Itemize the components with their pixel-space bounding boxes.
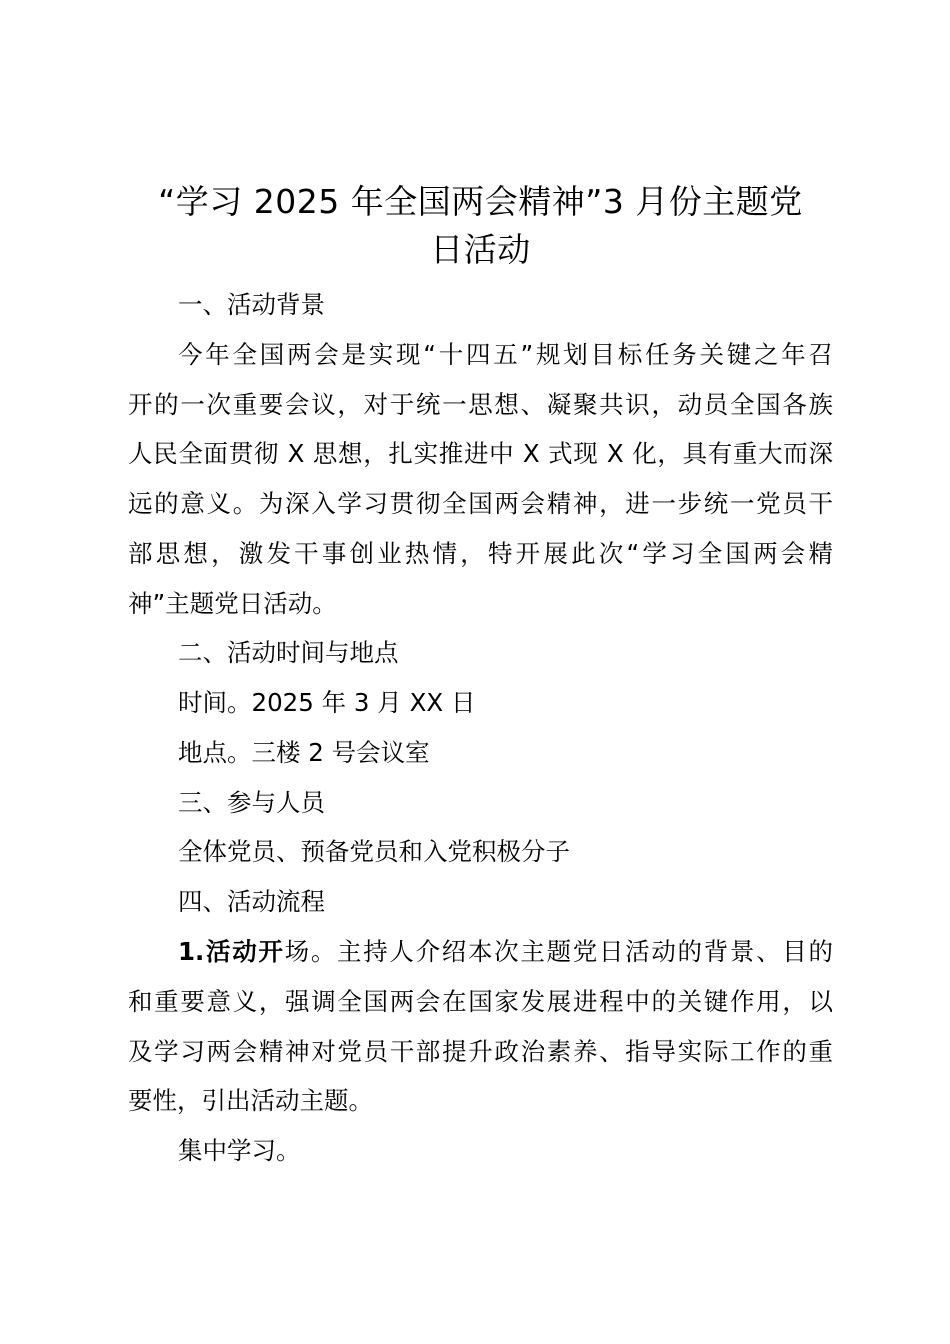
section-heading-background: 一、活动背景 bbox=[178, 290, 325, 319]
paragraph-process-line-4: 要性，引出活动主题。 bbox=[128, 1086, 373, 1115]
document-title bbox=[128, 178, 833, 274]
place-line: 地点。三楼 2 号会议室 bbox=[178, 738, 430, 767]
paragraph-process-line-3: 及学习两会精神对党员干部提升政治素养、指导实际工作的重 bbox=[128, 1037, 833, 1066]
process-step-rest: 场。主持人介绍本次主题党日活动的背景、目的 bbox=[284, 937, 834, 966]
section-heading-time-place: 二、活动时间与地点 bbox=[178, 638, 399, 667]
title-line-2: 日活动 bbox=[430, 230, 531, 269]
paragraph-process-line-2: 和重要意义，强调全国两会在国家发展进程中的关键作用，以 bbox=[128, 987, 833, 1016]
paragraph-process-line-1 bbox=[178, 936, 833, 968]
paragraph-background-line-4: 远的意义。为深入学习贯彻全国两会精神，进一步统一党员干 bbox=[128, 489, 833, 518]
process-step-lead: 1.活动开 bbox=[178, 937, 285, 966]
paragraph-background-line-1: 今年全国两会是实现“十四五”规划目标任务关键之年召 bbox=[178, 340, 833, 369]
section-heading-participants: 三、参与人员 bbox=[178, 788, 325, 817]
paragraph-background-line-5: 部思想，激发干事创业热情，特开展此次“学习全国两会精 bbox=[128, 539, 833, 568]
paragraph-background-line-3: 人民全面贯彻 X 思想，扎实推进中 X 式现 X 化，具有重大而深 bbox=[128, 439, 833, 468]
participants-line: 全体党员、预备党员和入党积极分子 bbox=[178, 837, 570, 866]
section-heading-process: 四、活动流程 bbox=[178, 887, 325, 916]
paragraph-background-line-2: 开的一次重要会议，对于统一思想、凝聚共识，动员全国各族 bbox=[128, 390, 833, 419]
study-line: 集中学习。 bbox=[178, 1136, 301, 1165]
time-line: 时间。2025 年 3 月 XX 日 bbox=[178, 688, 476, 717]
title-line-1: “学习 2025 年全国两会精神”3 月份主题党 bbox=[158, 182, 803, 221]
paragraph-background-line-6: 神”主题党日活动。 bbox=[128, 589, 337, 618]
